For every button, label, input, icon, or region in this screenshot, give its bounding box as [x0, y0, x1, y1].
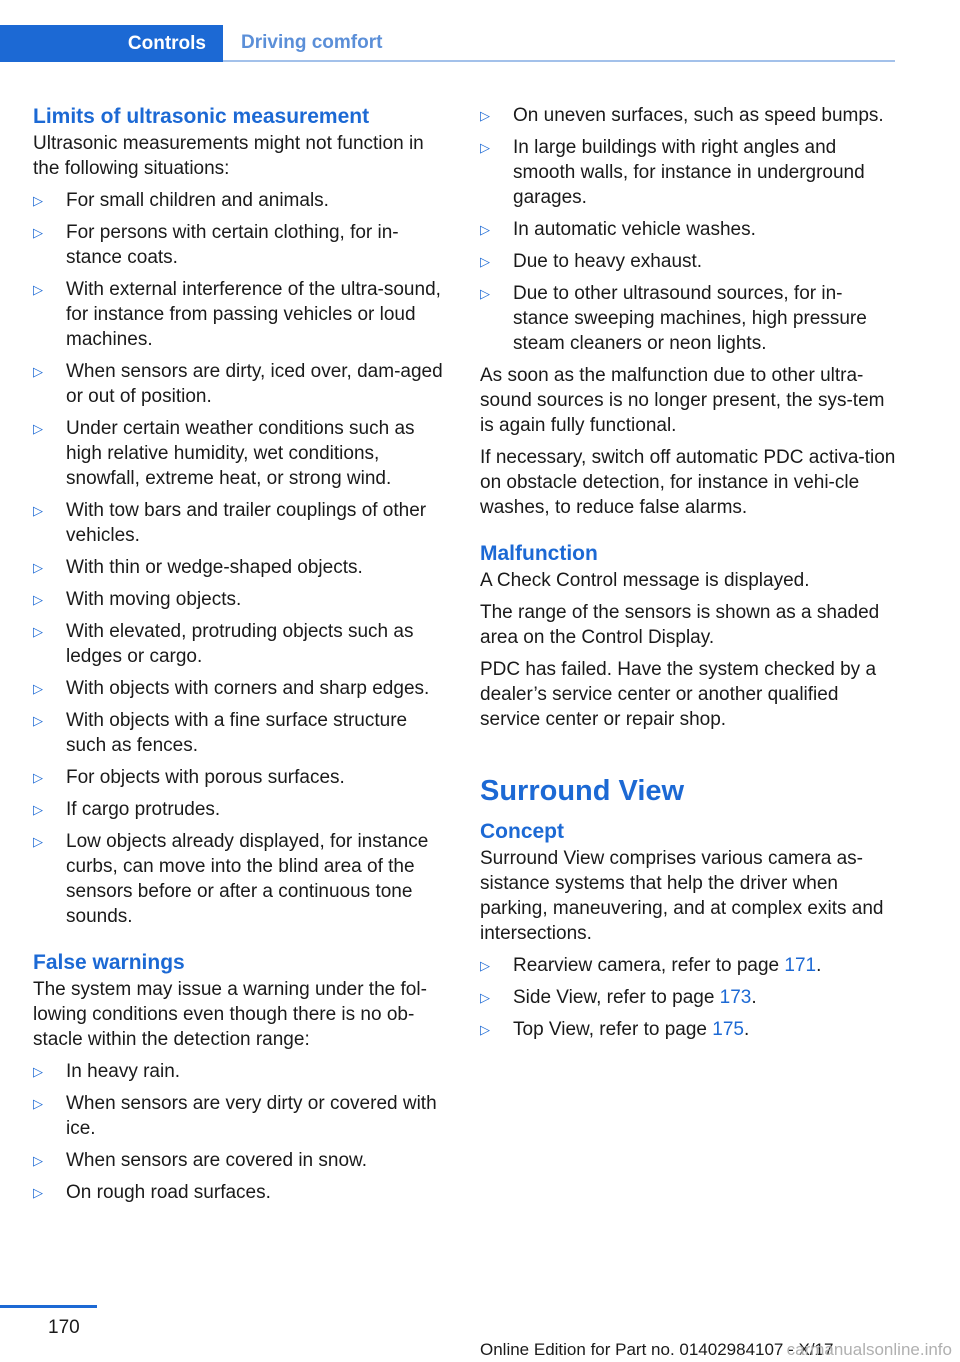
list-item: ▷ With tow bars and trailer couplings of other vehicles.: [33, 500, 427, 546]
list-item: ▷ For persons with certain clothing, for in-stance coats.: [33, 222, 399, 268]
malfunction-heading: Malfunction: [480, 542, 598, 565]
triangle-bullet-icon: ▷: [33, 421, 43, 436]
surround-view-heading: Surround View: [480, 775, 685, 807]
triangle-bullet-icon: ▷: [33, 834, 43, 849]
triangle-bullet-icon: ▷: [33, 503, 43, 518]
false-warnings-intro: The system may issue a warning under the fol-lowing conditions even though there is no ob-stacle within the detection range:: [33, 979, 427, 1050]
triangle-bullet-icon: ▷: [480, 254, 490, 269]
triangle-bullet-icon: ▷: [33, 560, 43, 575]
list-item: ▷ On uneven surfaces, such as speed bumps.: [480, 105, 884, 126]
triangle-bullet-icon: ▷: [33, 193, 43, 208]
limits-intro: Ultrasonic measurements might not function in the following situations:: [33, 133, 424, 179]
triangle-bullet-icon: ▷: [33, 1064, 43, 1079]
edition-footer: Online Edition for Part no. 01402984107 - X/17: [480, 1340, 834, 1359]
list-item: ▷ Top View, refer to page 175.: [480, 1019, 750, 1040]
list-item: ▷ Rearview camera, refer to page 171.: [480, 955, 822, 976]
list-item: ▷ On rough road surfaces.: [33, 1182, 271, 1203]
list-item: ▷ Under certain weather conditions such as high relative humidity, wet conditions, snowfall, extreme heat, or strong wind.: [33, 418, 415, 489]
triangle-bullet-icon: ▷: [33, 1096, 43, 1111]
triangle-bullet-icon: ▷: [480, 286, 490, 301]
triangle-bullet-icon: ▷: [33, 1185, 43, 1200]
list-item: ▷ With moving objects.: [33, 589, 242, 610]
list-item: ▷ In heavy rain.: [33, 1061, 181, 1082]
limits-list: [33, 188, 451, 929]
triangle-bullet-icon: ▷: [33, 681, 43, 696]
tab-driving-comfort[interactable]: Driving comfort: [223, 25, 895, 62]
footer-accent-bar: [0, 1305, 97, 1308]
page-link-173[interactable]: 173: [719, 987, 752, 1008]
watermark: carmanualsonline.info: [786, 1340, 952, 1359]
triangle-bullet-icon: ▷: [33, 802, 43, 817]
pdc-switch-off-paragraph: If necessary, switch off automatic PDC activa-tion on obstacle detection, for instance in vehi-cle washes, to reduce false alarms.: [480, 447, 896, 518]
left-column: [33, 103, 451, 1212]
malfunction-paragraph-3: PDC has failed. Have the system checked by a dealer’s service center or another qualified service center or repair shop.: [480, 659, 877, 730]
malfunction-resolved-paragraph: As soon as the malfunction due to other ultra-sound sources is no longer present, the sys-tem is again fully functional.: [480, 365, 885, 436]
triangle-bullet-icon: ▷: [480, 140, 490, 155]
malfunction-paragraph-1: A Check Control message is displayed.: [480, 570, 810, 591]
triangle-bullet-icon: ▷: [33, 1153, 43, 1168]
list-item: ▷ With objects with corners and sharp edges.: [33, 678, 430, 699]
false-warnings-heading: False warnings: [33, 951, 185, 974]
page-number: 170: [48, 1317, 80, 1338]
list-item: ▷ In large buildings with right angles and smooth walls, for instance in underground garages.: [480, 137, 865, 208]
triangle-bullet-icon: ▷: [33, 364, 43, 379]
list-item: ▷ When sensors are dirty, iced over, dam-aged or out of position.: [33, 361, 443, 407]
concept-heading: Concept: [480, 820, 564, 843]
triangle-bullet-icon: ▷: [480, 108, 490, 123]
malfunction-paragraph-2: The range of the sensors is shown as a shaded area on the Control Display.: [480, 602, 880, 648]
false-warnings-list: [33, 1059, 451, 1205]
concept-list: [480, 953, 898, 1042]
triangle-bullet-icon: ▷: [33, 225, 43, 240]
triangle-bullet-icon: ▷: [33, 592, 43, 607]
right-column: [480, 103, 898, 1049]
list-item: ▷ With external interference of the ultra-sound, for instance from passing vehicles or loud machines.: [33, 279, 441, 350]
list-item: ▷ When sensors are covered in snow.: [33, 1150, 367, 1171]
page-link-175[interactable]: 175: [712, 1019, 744, 1040]
triangle-bullet-icon: ▷: [480, 222, 490, 237]
list-item: ▷ In automatic vehicle washes.: [480, 219, 756, 240]
triangle-bullet-icon: ▷: [33, 770, 43, 785]
list-item: ▷ With elevated, protruding objects such as ledges or cargo.: [33, 621, 414, 667]
list-item: ▷ Low objects already displayed, for instance curbs, can move into the blind area of the sensors before or after a continuous tone sounds.: [33, 831, 429, 927]
triangle-bullet-icon: ▷: [480, 990, 490, 1005]
triangle-bullet-icon: ▷: [480, 1022, 490, 1037]
list-item: ▷ For small children and animals.: [33, 190, 329, 211]
list-item: ▷ If cargo protrudes.: [33, 799, 221, 820]
limits-heading: Limits of ultrasonic measurement: [33, 105, 370, 128]
tab-controls[interactable]: Controls: [0, 25, 223, 62]
page-link-171[interactable]: 171: [784, 955, 817, 976]
list-item: ▷ When sensors are very dirty or covered with ice.: [33, 1093, 437, 1139]
list-item: ▷ Side View, refer to page 173.: [480, 987, 757, 1008]
false-warnings-list-continued: [480, 103, 898, 356]
triangle-bullet-icon: ▷: [33, 624, 43, 639]
list-item: ▷ With thin or wedge-shaped objects.: [33, 557, 363, 578]
list-item: ▷ With objects with a fine surface structure such as fences.: [33, 710, 408, 756]
list-item: ▷ Due to heavy exhaust.: [480, 251, 703, 272]
triangle-bullet-icon: ▷: [33, 282, 43, 297]
concept-paragraph: Surround View comprises various camera as-sistance systems that help the driver when parking, maneuvering, and at complex exits and intersections.: [480, 848, 884, 944]
list-item: ▷ For objects with porous surfaces.: [33, 767, 345, 788]
triangle-bullet-icon: ▷: [480, 958, 490, 973]
triangle-bullet-icon: ▷: [33, 713, 43, 728]
list-item: ▷ Due to other ultrasound sources, for in-stance sweeping machines, high pressure steam cleaners or neon lights.: [480, 283, 867, 354]
